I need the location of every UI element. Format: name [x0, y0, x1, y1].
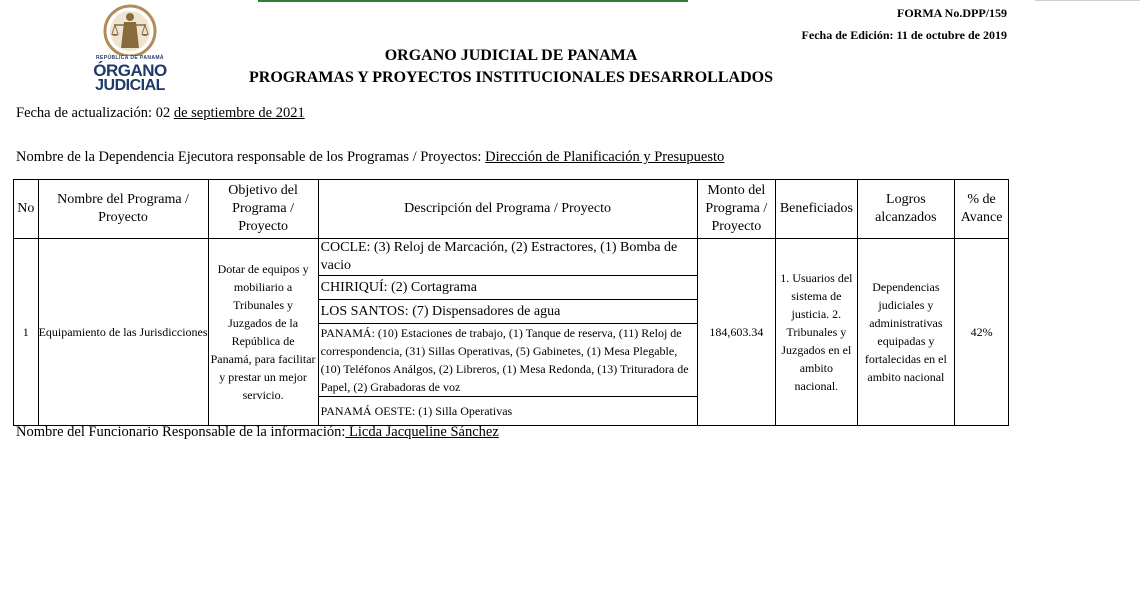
cell-descripcion-los-santos: LOS SANTOS: (7) Dispensadores de agua [318, 300, 697, 324]
dependency-label: Nombre de la Dependencia Ejecutora responsable de los Programas / Proyectos: [16, 149, 486, 165]
header-beneficiados: Beneficiados [776, 180, 857, 239]
table-header-row [14, 180, 1009, 239]
cell-descripcion-panama: PANAMÁ: (10) Estaciones de trabajo, (1) Tanque de reserva, (11) Reloj de correspondencia, (31) Sillas Operativas, (5) Gabinetes, (1) Mesa Plegable, (10) Teléfonos Análgos, (2) Libreros, (1) Mesa Redonda, (13) Trituradora de Papel, (2) Grabadoras de voz [318, 324, 697, 397]
dependency-line [16, 149, 724, 166]
top-accent-line [258, 0, 688, 2]
cell-monto: 184,603.34 [697, 239, 776, 426]
header-nombre: Nombre del Programa / Proyecto [38, 180, 208, 239]
cell-descripcion-panama-oeste: PANAMÁ OESTE: (1) Silla Operativas [318, 397, 697, 426]
cell-objetivo: Dotar de equipos y mobiliario a Tribunales y Juzgados de la República de Panamá, para facilitar y prestar un mejor servicio. [208, 239, 318, 426]
cell-logros: Dependencias judiciales y administrativas equipadas y fortalecidas en el ambito nacional [857, 239, 955, 426]
responsible-label: Nombre del Funcionario Responsable de la información: [16, 424, 346, 440]
header-descripcion: Descripción del Programa / Proyecto [318, 180, 697, 239]
document-subtitle: PROGRAMAS Y PROYECTOS INSTITUCIONALES DESARROLLADOS [249, 69, 773, 86]
header-avance: % de Avance [955, 180, 1009, 239]
document-title: ORGANO JUDICIAL DE PANAMA [384, 47, 638, 64]
cell-nombre-text: Equipamiento de las Jurisdicciones [38, 325, 208, 339]
header-monto: Monto del Programa / Proyecto [697, 180, 776, 239]
programs-table [13, 179, 1009, 426]
cell-descripcion-cocle: COCLE: (3) Reloj de Marcación, (2) Estractores, (1) Bomba de vacio [318, 239, 697, 276]
cell-descripcion-chiriqui: CHIRIQUÍ: (2) Cortagrama [318, 276, 697, 300]
header-objetivo: Objetivo del Programa / Proyecto [208, 180, 318, 239]
form-number: FORMA No.DPP/159 [897, 6, 1007, 20]
table-row [14, 239, 1009, 276]
update-date-label: Fecha de actualización: 02 [16, 105, 174, 121]
cell-avance: 42% [955, 239, 1009, 426]
cell-nombre [38, 239, 208, 426]
edition-date: Fecha de Edición: 11 de octubre de 2019 [801, 28, 1007, 42]
logo-republica-text: REPÚBLICA DE PANAMÁ [96, 55, 164, 61]
cell-no: 1 [14, 239, 39, 426]
logo-judicial-text: JUDICIAL [95, 77, 165, 94]
responsible-value: Licda Jacqueline Sánchez [345, 424, 499, 440]
cell-beneficiados: 1. Usuarios del sistema de justicia. 2. Tribunales y Juzgados en el ambito nacional. [776, 239, 857, 426]
header-no: No [14, 180, 39, 239]
update-date-line [16, 105, 305, 122]
top-gray-line [1035, 0, 1140, 1]
update-date-value: de septiembre de 2021 [173, 105, 305, 121]
dependency-value: Dirección de Planificación y Presupuesto [485, 149, 725, 165]
responsible-line [16, 424, 499, 441]
logo-organo-text: ÓRGANO [93, 61, 167, 80]
header-logros: Logros alcanzados [857, 180, 955, 239]
